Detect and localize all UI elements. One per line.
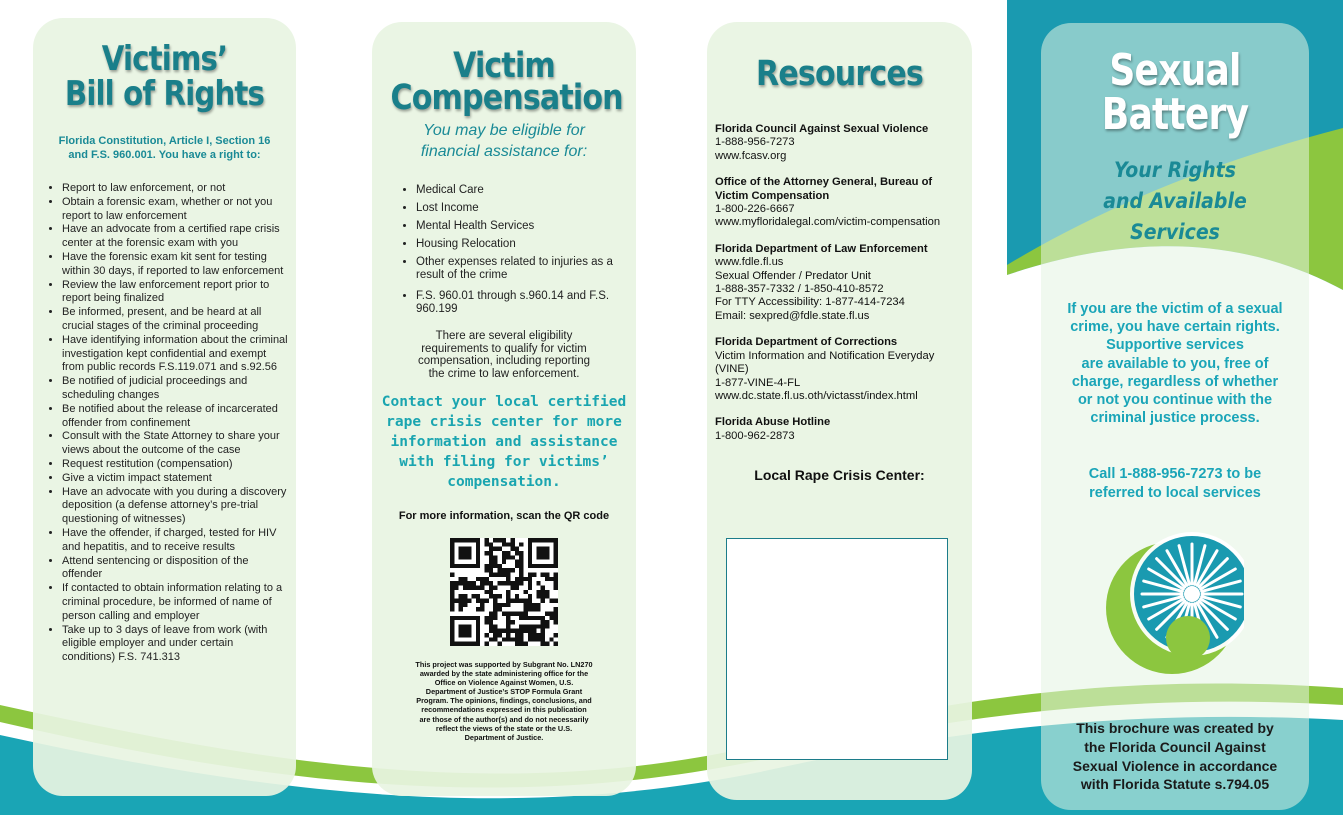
rights-list: [33, 182, 296, 665]
resource-abuse-hotline: Florida Abuse Hotline 1-800-962-2873: [715, 416, 831, 442]
list-item: • Have an advocate with you during a discovery deposition (a defense attorney’s pre-trial questioning of witnesses): [62, 486, 288, 527]
list-item: • Report to law enforcement, or not: [62, 182, 288, 196]
compensation-list: [372, 184, 636, 316]
resources-panel: [707, 22, 972, 800]
resources-title: Resources: [756, 54, 923, 94]
list-item: • If contacted to obtain information relating to a criminal procedure, be informed of name of person calling and employer: [62, 582, 288, 623]
list-item: • Mental Health Services: [416, 220, 636, 233]
resources-list: [715, 123, 966, 443]
compensation-subtitle: You may be eligible for financial assistance for:: [420, 122, 588, 160]
cover-call-text: Call 1-888-956-7273 to be referred to local services: [1088, 466, 1262, 502]
list-item: • Give a victim impact statement: [62, 472, 288, 486]
eligibility-text: There are several eligibility requirements to qualify for victim compensation, including reporting the crime to law enforcement.: [418, 330, 590, 380]
fdle-email-link[interactable]: Email: sexpred@fdle.state.fl.us: [715, 309, 870, 322]
resource-corrections: Florida Department of Corrections Victim Information and Notification Everyday (VINE) 1-877-VINE-4-FL www.dc.state.fl.us.oth/victasst/index.html: [715, 336, 966, 403]
vine-link[interactable]: www.dc.state.fl.us.oth/victasst/index.html: [715, 389, 918, 402]
list-item: • F.S. 960.01 through s.960.14 and F.S. 960.199: [416, 290, 636, 316]
resource-fdle: Florida Department of Law Enforcement www.fdle.fl.us Sexual Offender / Predator Unit 1-888-357-7332 / 1-850-410-8572 For TTY Accessibility: 1-877-414-7234 Email: sexpred@fdle.state.fl.us: [715, 243, 966, 323]
myfloridalegal-link[interactable]: www.myfloridalegal.com/victim-compensation: [715, 216, 941, 229]
list-item: • Be notified about the release of incarcerated offender from confinement: [62, 403, 288, 431]
resource-fcasv: Florida Council Against Sexual Violence 1-888-956-7273 www.fcasv.org: [715, 123, 966, 163]
list-item: • Other expenses related to injuries as a result of the crime: [416, 256, 636, 282]
list-item: • Be informed, present, and be heard at all crucial stages of the criminal proceeding: [62, 306, 288, 334]
cover-message: If you are the victim of a sexual crime, you have certain rights. Supportive services are available to you, free of charge, regardless of whether or not you continue with the criminal justice process.: [1067, 301, 1283, 427]
list-item: • Lost Income: [416, 202, 636, 215]
list-item: • Take up to 3 days of leave from work (with eligible employer and under certain conditions) F.S. 741.313: [62, 624, 288, 665]
bill-of-rights-panel: [33, 18, 296, 796]
list-item: • Have the forensic exam kit sent for testing within 30 days, if reported to law enforcement: [62, 251, 288, 279]
list-item: • Housing Relocation: [416, 238, 636, 251]
list-item: • Have an advocate from a certified rape crisis center at the forensic exam with you: [62, 223, 288, 251]
qr-code[interactable]: [450, 538, 558, 646]
list-item: • Consult with the State Attorney to share your views about the outcome of the case: [62, 430, 288, 458]
cover-footer: This brochure was created by the Florida Council Against Sexual Violence in accordance with Florida Statute s.794.05: [1072, 720, 1278, 793]
fdle-link[interactable]: www.fdle.fl.us: [715, 256, 784, 269]
grant-disclaimer: This project was supported by Subgrant No. LN270 awarded by the state administering office for the Office on Violence Against Women, U.S. Department of Justice’s STOP Formula Grant Program. The opinions, findings, conclusions, and recommendations expressed in this publication are those of the author(s) and do not necessarily reflect the views of the state or the U.S. Department of Justice.: [415, 660, 593, 742]
list-item: • Be notified of judicial proceedings and scheduling changes: [62, 375, 288, 403]
cover-title: Sexual Battery: [1101, 45, 1249, 140]
compensation-title: Victim Compensation: [390, 46, 623, 118]
list-item: • Attend sentencing or disposition of the offender: [62, 555, 288, 583]
list-item: • Review the law enforcement report prior to report being finalized: [62, 279, 288, 307]
local-center-box[interactable]: [726, 538, 948, 760]
bill-of-rights-intro: Florida Constitution, Article I, Section 16 and F.S. 960.001. You have a right to:: [58, 135, 271, 161]
bill-of-rights-title: Victims’ Bill of Rights: [64, 39, 265, 114]
scan-label: For more information, scan the QR code: [398, 510, 610, 522]
cover-panel: [1041, 23, 1309, 810]
list-item: • Medical Care: [416, 184, 636, 197]
list-item: • Request restitution (compensation): [62, 458, 288, 472]
contact-callout: Contact your local certified rape crisis center for more information and assistance with filing for victims’ compensation.: [381, 394, 627, 490]
list-item: • Obtain a forensic exam, whether or not you report to law enforcement: [62, 196, 288, 224]
resource-attorney-general: Office of the Attorney General, Bureau of Victim Compensation 1-800-226-6667 www.myfloridalegal.com/victim-compensation: [715, 176, 966, 230]
compensation-panel: [372, 22, 636, 796]
fcasv-logo-icon: [1104, 532, 1244, 678]
fcasv-link[interactable]: www.fcasv.org: [715, 149, 787, 162]
list-item: • Have the offender, if charged, tested for HIV and hepatitis, and to receive results: [62, 527, 288, 555]
local-center-label: Local Rape Crisis Center:: [754, 467, 925, 484]
list-item: • Have identifying information about the criminal investigation kept confidential and exempt from public records F.S.119.071 and s.92.56: [62, 334, 288, 375]
cover-subtitle: Your Rights and Available Services: [1103, 158, 1247, 244]
